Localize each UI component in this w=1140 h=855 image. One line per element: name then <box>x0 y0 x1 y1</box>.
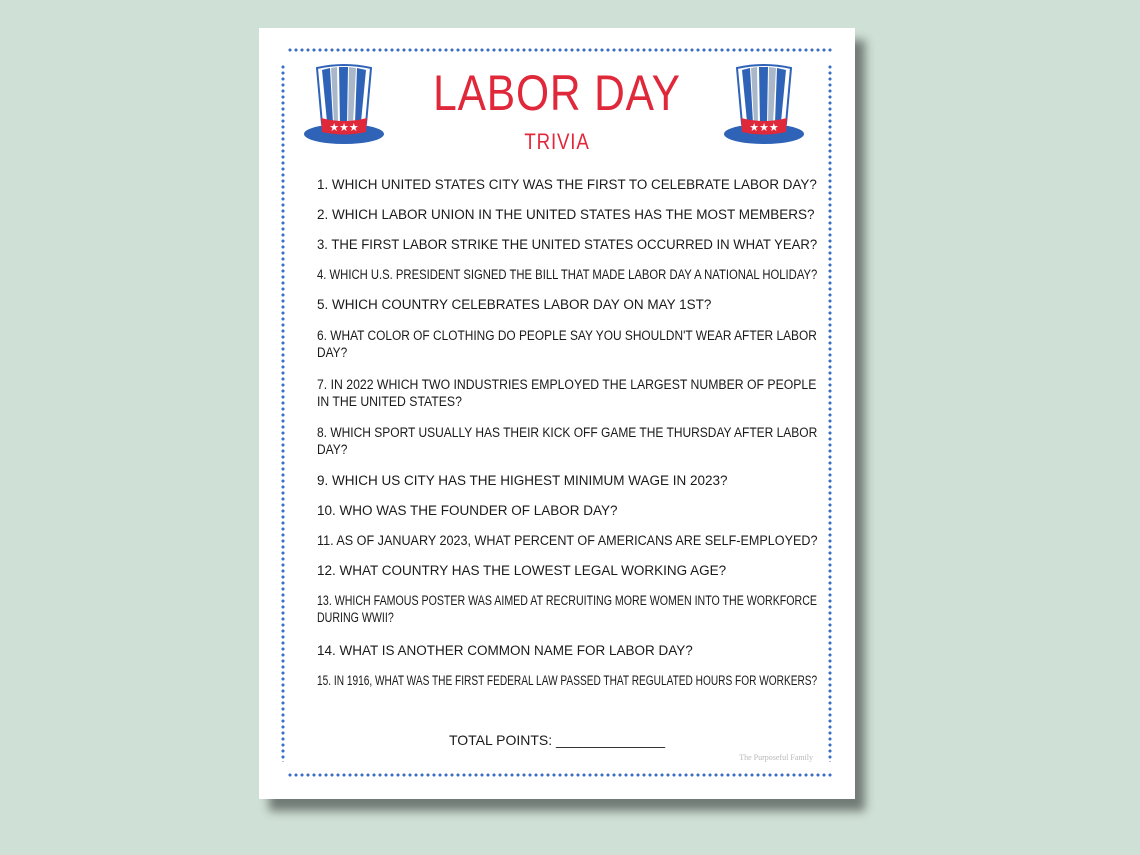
dotted-border-bottom <box>287 773 833 777</box>
dotted-border-right <box>828 64 832 762</box>
question-item <box>317 266 817 283</box>
question-text: 5. WHICH COUNTRY CELEBRATES LABOR DAY ON MAY 1ST? <box>317 297 712 312</box>
svg-text:★★★: ★★★ <box>749 121 779 134</box>
question-item <box>317 424 817 458</box>
question-item <box>317 532 817 549</box>
question-item <box>317 642 693 659</box>
trivia-sheet <box>259 28 855 799</box>
question-item <box>317 376 816 410</box>
question-text: 7. IN 2022 WHICH TWO INDUSTRIES EMPLOYED THE LARGEST NUMBER OF PEOPLE <box>317 377 817 392</box>
question-item <box>317 327 817 361</box>
question-text: 1. WHICH UNITED STATES CITY WAS THE FIRST TO CELEBRATE LABOR DAY? <box>317 177 817 192</box>
question-item <box>317 472 728 489</box>
question-text: DAY? <box>317 345 348 360</box>
question-text: DURING WWII? <box>317 610 394 625</box>
page-subtitle: TRIVIA <box>524 129 590 154</box>
question-text: 3. THE FIRST LABOR STRIKE THE UNITED STATES OCCURRED IN WHAT YEAR? <box>317 237 818 252</box>
question-item <box>317 592 817 626</box>
question-item <box>317 672 817 689</box>
question-text: 6. WHAT COLOR OF CLOTHING DO PEOPLE SAY YOU SHOULDN'T WEAR AFTER LABOR <box>317 328 817 343</box>
page-title: LABOR DAY <box>433 65 681 121</box>
question-text: 10. WHO WAS THE FOUNDER OF LABOR DAY? <box>317 503 618 518</box>
svg-text:★★★: ★★★ <box>329 121 359 134</box>
question-item <box>317 502 618 519</box>
question-text: 15. IN 1916, WHAT WAS THE FIRST FEDERAL LAW PASSED THAT REGULATED HOURS FOR WORKERS? <box>317 673 818 688</box>
question-text: DAY? <box>317 442 348 457</box>
question-item <box>317 176 817 193</box>
question-text: 2. WHICH LABOR UNION IN THE UNITED STATES HAS THE MOST MEMBERS? <box>317 207 815 222</box>
question-text: 13. WHICH FAMOUS POSTER WAS AIMED AT RECRUITING MORE WOMEN INTO THE WORKFORCE <box>317 593 817 608</box>
question-text: 8. WHICH SPORT USUALLY HAS THEIR KICK OFF GAME THE THURSDAY AFTER LABOR <box>317 425 818 440</box>
question-text: IN THE UNITED STATES? <box>317 394 462 409</box>
question-text: 9. WHICH US CITY HAS THE HIGHEST MINIMUM WAGE IN 2023? <box>317 473 728 488</box>
question-text: 12. WHAT COUNTRY HAS THE LOWEST LEGAL WORKING AGE? <box>317 563 727 578</box>
question-item <box>317 236 817 253</box>
question-text: 4. WHICH U.S. PRESIDENT SIGNED THE BILL THAT MADE LABOR DAY A NATIONAL HOLIDAY? <box>317 267 818 282</box>
question-text: 11. AS OF JANUARY 2023, WHAT PERCENT OF AMERICANS ARE SELF-EMPLOYED? <box>317 533 818 548</box>
dotted-border-top <box>287 48 833 52</box>
question-text: 14. WHAT IS ANOTHER COMMON NAME FOR LABOR DAY? <box>317 643 693 658</box>
credit-watermark: The Purposeful Family <box>739 753 813 762</box>
total-points-line: TOTAL POINTS: ______________ <box>448 732 666 748</box>
dotted-border-left <box>281 64 285 762</box>
question-item <box>317 562 726 579</box>
question-item <box>317 206 815 223</box>
question-item <box>317 296 711 313</box>
